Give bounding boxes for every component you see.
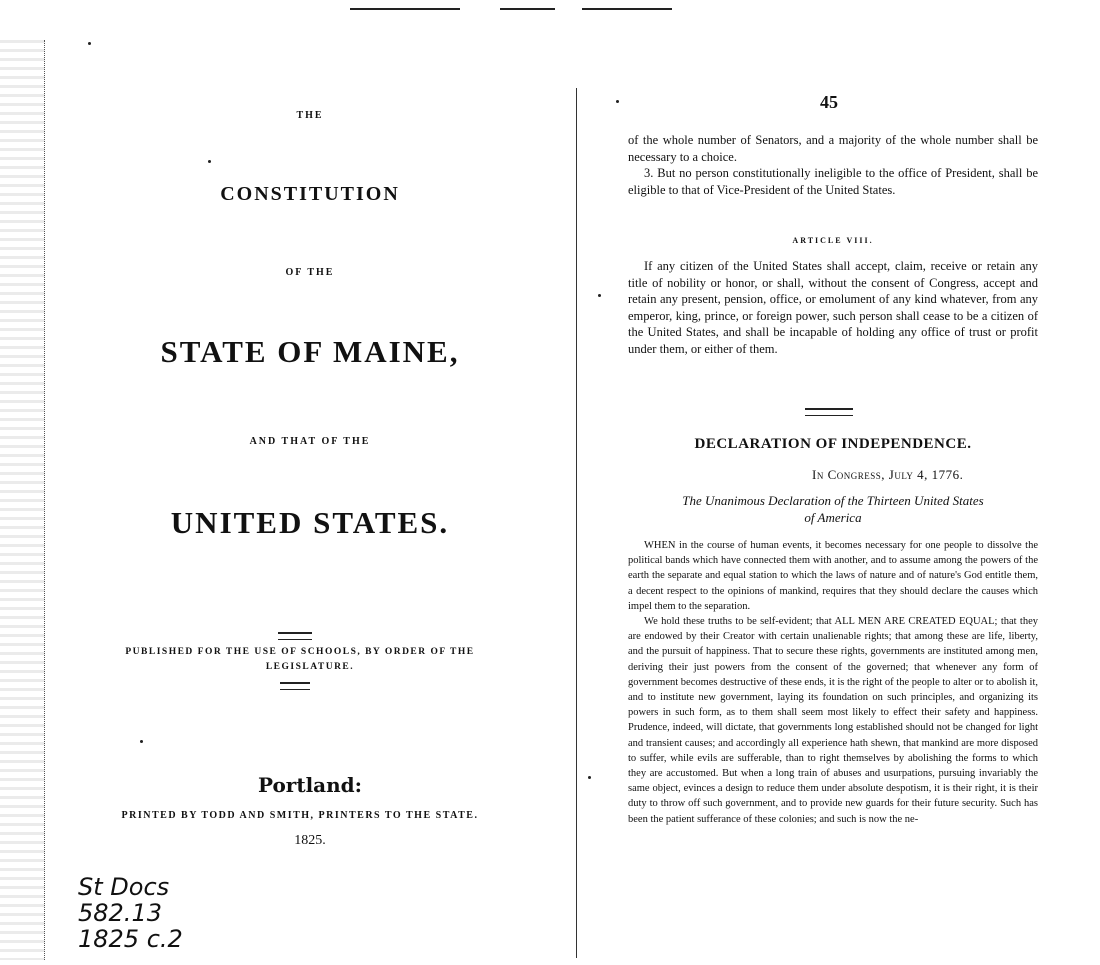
imprint-year: 1825. [294,833,326,848]
imprint-printer: PRINTED BY TODD AND SMITH, PRINTERS TO THE STATE. [121,810,479,821]
title-the: THE [296,110,324,121]
imprint-place: Portland: [257,773,363,797]
title-of-the: OF THE [285,267,335,278]
ornamental-rule [280,682,310,690]
paragraph: If any citizen of the United States shall accept, claim, receive or retain any title of nobility or honor, or shall, without the consent of Congress, accept and retain any present, pension, office, or emolument of any kind whatever, from any emperor, king, prince, or foreign power, such person shall cease to be a citizen of the United States, and shall be incapable of holding any office of trust or profit under them, or either of them. [628,259,1038,356]
title-constitution: CONSTITUTION [220,183,400,205]
spine-shadow [0,40,45,960]
unanimous-declaration-title [628,492,1038,526]
title-state-of-maine: STATE OF MAINE, [160,334,460,369]
paragraph: 3. But no person constitutionally ineligible to the office of President, shall be eligible to that of Vice-President of the United States. [628,166,1038,197]
unanimous-line2: of America [804,510,862,525]
ornamental-rule [805,408,853,416]
title-and-that-of-the: AND THAT OF THE [249,436,371,447]
page-number: 45 [820,92,838,112]
top-rule [350,8,460,10]
gutter-line [576,88,577,958]
ink-speck [598,294,601,297]
ink-speck [616,100,619,103]
handwritten-call-number-line3: 1825 c.2 [78,925,183,953]
publication-note-line1: PUBLISHED FOR THE USE OF SCHOOLS, BY ORDER OF THE [125,647,475,657]
article-text [628,258,1038,357]
top-rule [500,8,555,10]
declaration-heading: DECLARATION OF INDEPENDENCE. [694,436,972,452]
title-united-states: UNITED STATES. [170,505,450,540]
in-congress-dateline: In Congress, July 4, 1776. [812,467,964,482]
text-page [582,0,1100,965]
ink-speck [140,740,143,743]
paragraph: WHEN in the course of human events, it becomes necessary for one people to dissolve the political bands which have connected them with another, and to assume among the powers of the earth the separate and equal station to which the laws of nature and of nature's God entitle them, a decent respect to the opinions of mankind, requires that they should declare the causes which impel them to the separation. [628,540,1038,612]
body-text-continuation [628,132,1038,198]
paragraph: of the whole number of Senators, and a majority of the whole number shall be necessary to a choice. [628,133,1038,164]
handwritten-call-number-line2: 582.13 [78,899,162,927]
unanimous-line1: The Unanimous Declaration of the Thirteen United States [682,493,984,508]
handwritten-call-number-line1: St Docs [78,873,170,901]
ink-speck [588,776,591,779]
ornamental-rule [278,632,312,640]
ink-speck [88,42,91,45]
paragraph: We hold these truths to be self-evident; that ALL MEN ARE CREATED EQUAL; that they are endowed by their Creator with certain unalienable rights; that among these are life, liberty, and the pursuit of happiness. That to secure these rights, governments are instituted among men, deriving their just powers from the consent of the governed; that whenever any form of government becomes destructive of these ends, it is the right of the people to alter or to abolish it, and to institute new government, laying its foundation on such principles, and organizing its powers in such form, as to them shall seem most likely to effect their safety and happiness. Prudence, indeed, will dictate, that governments long established should not be changed for light and transient causes; and accordingly all experience hath shewn, that mankind are more disposed to suffer, while evils are sufferable, than to right themselves by abolishing the forms to which they are accustomed. But when a long train of abuses and usurpations, pursuing invariably the same object, evinces a design to reduce them under absolute despotism, it is their right, it is their duty to throw off such government, and to provide new guards for their future security. Such has been the patient sufferance of these colonies; and such is now the ne- [628,616,1038,825]
article-heading: ARTICLE VIII. [792,236,874,245]
top-rule [582,8,672,10]
ink-speck [208,160,211,163]
declaration-body [628,538,1038,827]
publication-note-line2: LEGISLATURE. [265,662,355,672]
